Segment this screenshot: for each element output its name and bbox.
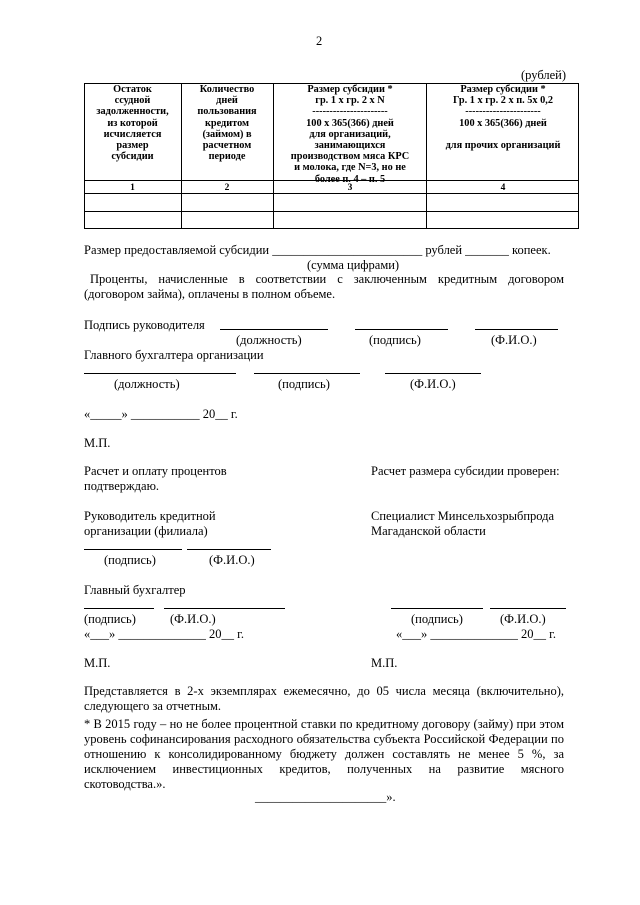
bank-accountant-signature-caption: (подпись): [84, 612, 136, 626]
bank-date-line: «___» ______________ 20__ г.: [84, 627, 244, 641]
accountant-signature-caption: (подпись): [278, 377, 330, 391]
table-header-line: Гр. 1 x гр. 2 x п. 5x 0,2: [452, 95, 554, 107]
table-header-line: производством мяса КРС: [290, 151, 410, 163]
table-header-col3: [274, 84, 426, 185]
head-signature-label: Подпись руководителя: [84, 318, 205, 332]
submission-note: Представляется в 2-х экземплярах ежемесячно, до 05 числа месяца (включительно), следующего за отчетным.: [84, 684, 564, 713]
table-header-line: задолженности,: [96, 106, 169, 118]
table-header-line: Количество: [199, 84, 255, 95]
table-header-line: 100 x 365(366) дней: [306, 117, 394, 129]
table-header-line: занимающихся: [314, 140, 386, 152]
page-number: 2: [316, 34, 323, 48]
table-header-line: ----------------------: [312, 106, 388, 118]
column-number-2: 2: [224, 183, 230, 193]
table-header-line: кредитом: [204, 117, 250, 129]
chief-accountant-org-label: Главного бухгалтера организации: [84, 348, 264, 362]
signature-caption: (подпись): [369, 333, 421, 347]
bank-signature-caption: (подпись): [104, 553, 156, 567]
ministry-stamp-mark: М.П.: [371, 656, 398, 670]
table-header-line: и молока, где N=3, но не: [294, 162, 406, 174]
table-header-line: Размер субсидии *: [307, 84, 393, 95]
column-number-3: 3: [347, 183, 353, 193]
org-stamp-mark: М.П.: [84, 436, 111, 450]
table-header-line: размер: [116, 140, 149, 152]
currency-note: (рублей): [521, 68, 567, 82]
accountant-position-caption: (должность): [114, 377, 180, 391]
bank-chief-accountant-label: Главный бухгалтер: [84, 583, 186, 597]
table-header-line: субсидии: [111, 151, 154, 163]
table-header-col1: [86, 84, 179, 162]
table-header-line: исчисляется: [103, 128, 162, 140]
table-header-line: для прочих организаций: [445, 140, 561, 152]
closing-line: _____________________».: [255, 790, 396, 804]
table-header-line: (займом) в: [202, 128, 252, 140]
ministry-date-line: «___» ______________ 20__ г.: [396, 627, 556, 641]
position-caption: (должность): [236, 333, 302, 347]
column-number-4: 4: [500, 183, 506, 193]
ministry-fio-caption: (Ф.И.О.): [500, 612, 546, 626]
table-header-line: 100 x 365(366) дней: [459, 117, 547, 129]
table-header-line: дней: [216, 95, 238, 107]
table-header-line: гр. 1 x гр. 2 x N: [315, 95, 385, 107]
bank-confirm-text-2: подтверждаю.: [84, 479, 160, 493]
bank-head-label: Руководитель кредитной: [84, 509, 216, 523]
table-header-col4: [428, 84, 578, 151]
table-header-line: из которой: [107, 117, 158, 129]
column-number-1: 1: [130, 183, 135, 193]
table-header-line: Размер субсидии *: [460, 84, 546, 95]
ministry-region-label: Магаданской области: [371, 524, 486, 538]
ministry-specialist-label: Специалист Минсельхозрыбпрода: [371, 509, 555, 523]
table-header-line: пользования: [197, 106, 257, 118]
subsidy-amount-line: Размер предоставляемой субсидии ________________________ рублей _______ копеек.: [84, 243, 551, 257]
bank-confirm-text: Расчет и оплату процентов: [84, 464, 227, 478]
bank-head-label-2: организации (филиала): [84, 524, 208, 538]
footnote: * В 2015 году – но не более процентной ставки по кредитному договору (займу) при этом уровень софинансирования расходного обязательства субъекта Российской Федерации по отношению к консолидированному бюджету должен составлять не менее 5 %, за исключением инвестиционных кредитов, полученных на развитие мясного скотоводства.».: [84, 717, 564, 791]
accountant-fio-caption: (Ф.И.О.): [410, 377, 456, 391]
table-header-line: периоде: [208, 151, 246, 163]
table-header-line: расчетном: [202, 140, 252, 152]
table-header-line: ----------------------: [465, 106, 541, 118]
table-header-line: ссудной: [114, 95, 151, 107]
table-header-line: [428, 129, 578, 140]
bank-accountant-fio-caption: (Ф.И.О.): [170, 612, 216, 626]
interest-statement: Проценты, начисленные в соответствии с заключенным кредитным договором (договором займа), оплачены в полном объеме.: [84, 272, 564, 301]
table-header-line: для организаций,: [309, 128, 391, 140]
fio-caption: (Ф.И.О.): [491, 333, 537, 347]
org-date-line: «_____» ___________ 20__ г.: [84, 407, 238, 421]
subsidy-amount-caption: (сумма цифрами): [307, 258, 400, 272]
bank-fio-caption: (Ф.И.О.): [209, 553, 255, 567]
table-header-col2: [182, 84, 272, 162]
bank-stamp-mark: М.П.: [84, 656, 111, 670]
ministry-checked-text: Расчет размера субсидии проверен:: [371, 464, 560, 478]
table-header-line: более п. 4 – п. 5: [314, 173, 386, 185]
table-header-line: Остаток: [113, 84, 152, 95]
ministry-signature-caption: (подпись): [411, 612, 463, 626]
